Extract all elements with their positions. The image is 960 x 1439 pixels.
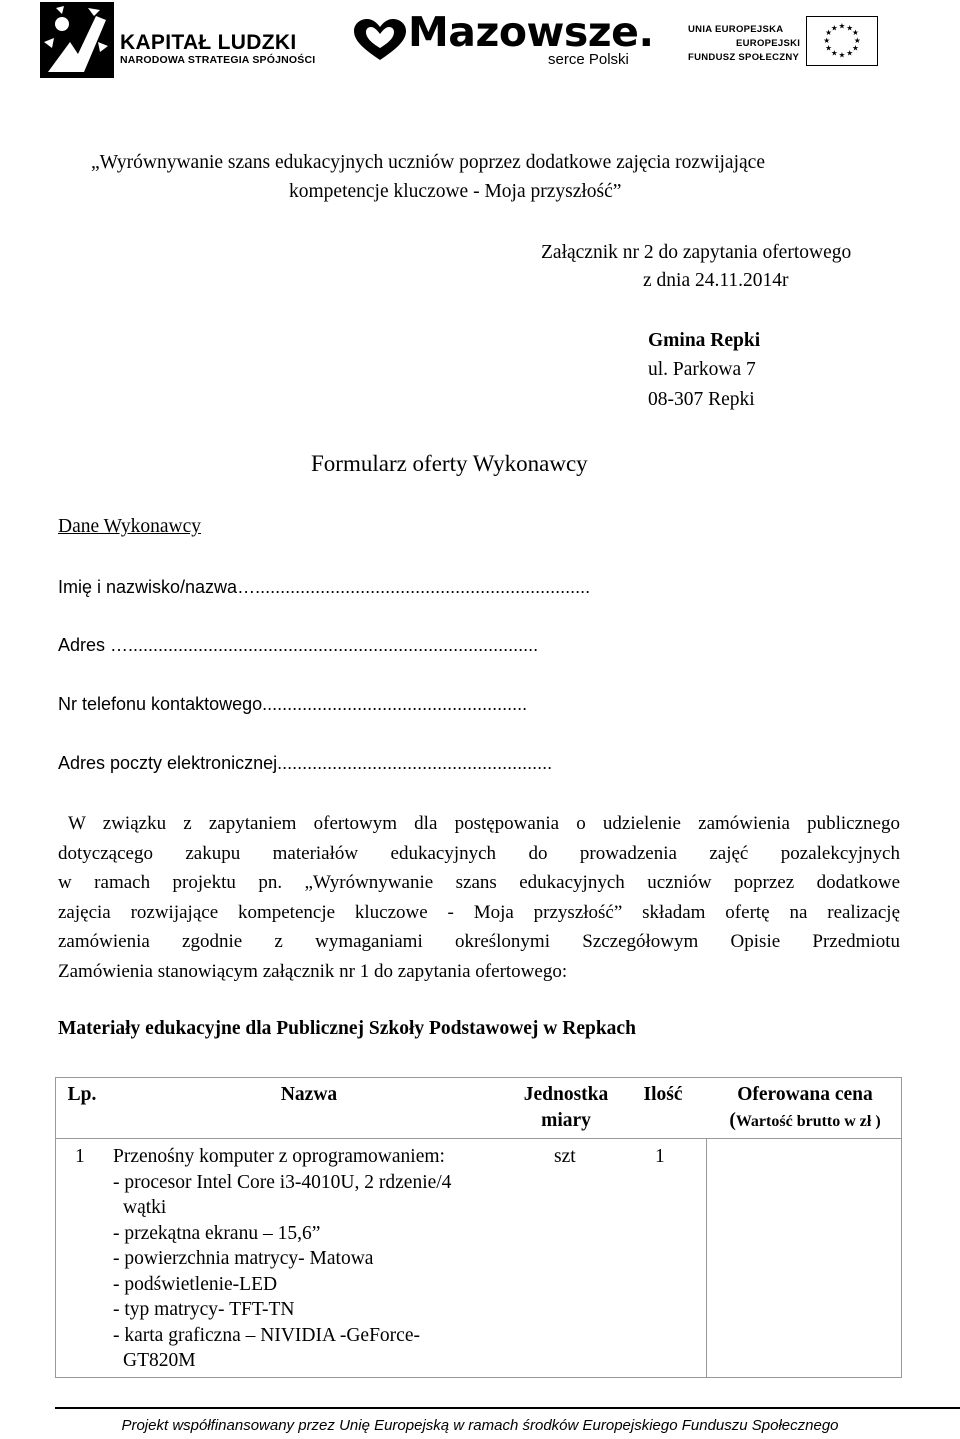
kapital-ludzki-title: KAPITAŁ LUDZKI (120, 31, 297, 54)
row-price-input[interactable] (711, 1144, 897, 1372)
eu-line-3: FUNDUSZ SPOŁECZNY (688, 52, 800, 63)
eu-line-1: UNIA EUROPEJSKA (688, 24, 784, 35)
svg-text:★: ★ (853, 35, 861, 45)
table-border-bottom (55, 1377, 902, 1378)
header-price-line-2 (710, 1108, 900, 1135)
row-lp: 1 (75, 1146, 85, 1167)
table-price-column-divider (706, 1138, 707, 1378)
svg-text:★: ★ (851, 28, 859, 38)
row-name-line: - procesor Intel Core i3-4010U, 2 rdzenie/4 (113, 1171, 452, 1193)
svg-text:★: ★ (838, 50, 846, 60)
section-title: Materiały edukacyjne dla Publicznej Szkoły Podstawowej w Repkach (58, 1018, 636, 1039)
contractor-email-field[interactable]: Adres poczty elektronicznej....................................................... (58, 753, 553, 773)
row-name-line: Przenośny komputer z oprogramowaniem: (113, 1146, 445, 1167)
header-price-suffix: Wartość brutto w zł ) (735, 1112, 881, 1130)
table-border-left (55, 1077, 56, 1378)
header-price (710, 1082, 900, 1134)
eu-line-2: EUROPEJSKI (736, 38, 801, 49)
eu-flag-icon (806, 16, 878, 66)
svg-text:★: ★ (851, 43, 859, 53)
row-name-line: GT820M (123, 1350, 196, 1371)
header-qty: Ilość (643, 1084, 683, 1105)
header-unit (511, 1082, 621, 1133)
header-price-paren: ( (729, 1109, 736, 1131)
form-title: Formularz oferty Wykonawcy (311, 451, 588, 476)
intro-line: zajęcia rozwijające kompetencje kluczowe - Moja przyszłość” składam ofertę na realizację (58, 901, 900, 923)
header-price-line-1: Oferowana cena (737, 1084, 873, 1105)
svg-text:★: ★ (838, 21, 846, 31)
contractor-phone-field[interactable]: Nr telefonu kontaktowego..................................................... (58, 694, 528, 714)
header-unit-line-2: miary (541, 1109, 591, 1131)
row-name-line: - powierzchnia matrycy- Matowa (113, 1248, 374, 1269)
row-name (113, 1144, 513, 1374)
intro-line: Zamówienia stanowiącym załącznik nr 1 do zapytania ofertowego: (58, 960, 568, 982)
intro-line: zamówienia zgodnie z wymaganiami określonymi Szczegółowym Opisie Przedmiotu (58, 931, 900, 952)
row-qty: 1 (655, 1146, 665, 1167)
row-name-line: wątki (123, 1197, 167, 1218)
svg-text:★: ★ (830, 48, 838, 58)
svg-text:★: ★ (846, 48, 854, 58)
row-name-line: - typ matrycy- TFT-TN (113, 1299, 295, 1320)
intro-line: w ramach projektu pn. „Wyrównywanie szans edukacyjnych uczniów poprzez dodatkowe (58, 872, 900, 893)
intro-line: dotyczącego zakupu materiałów edukacyjnych do prowadzenia zajęć pozalekcyjnych (58, 842, 900, 864)
row-name-line: - przekątna ekranu – 15,6” (113, 1222, 321, 1244)
header-name: Nazwa (280, 1084, 338, 1105)
project-title-line-1: „Wyrównywanie szans edukacyjnych uczniów poprzez dodatkowe zajęcia rozwijające (91, 152, 765, 173)
offer-table (55, 1077, 902, 1378)
heart-icon (352, 18, 408, 62)
table-border-right (901, 1077, 902, 1378)
intro-line: W związku z zapytaniem ofertowym dla postępowania o udzielenie zamówienia publicznego (68, 813, 900, 834)
table-border-top (55, 1077, 902, 1078)
table-header-divider (55, 1138, 902, 1139)
kapital-ludzki-emblem-icon (40, 2, 114, 78)
header-unit-line-1: Jednostka (523, 1084, 609, 1105)
recipient-name: Gmina Repki (648, 330, 761, 351)
recipient-street: ul. Parkowa 7 (648, 359, 756, 380)
footer-text: Projekt współfinansowany przez Unię Europejską w ramach środków Europejskiego Funduszu Społecznego (121, 1417, 839, 1434)
row-unit: szt (554, 1146, 576, 1167)
project-title-line-2: kompetencje kluczowe - Moja przyszłość” (289, 181, 622, 202)
intro-paragraph (58, 809, 900, 986)
attachment-line-2: z dnia 24.11.2014r (643, 270, 789, 291)
recipient-city: 08-307 Repki (648, 389, 755, 410)
svg-text:★: ★ (846, 23, 854, 33)
mazowsze-title: Mazowsze. (408, 8, 654, 56)
svg-text:★: ★ (825, 28, 833, 38)
row-name-line: - podświetlenie-LED (113, 1273, 278, 1295)
svg-text:★: ★ (823, 35, 831, 45)
row-name-line: - karta graficzna – NIVIDIA -GeForce- (113, 1324, 420, 1346)
mazowsze-logo (352, 4, 654, 76)
eu-logo (688, 14, 888, 70)
contractor-heading: Dane Wykonawcy (58, 516, 202, 537)
mazowsze-subtitle: serce Polski (548, 51, 629, 68)
kapital-ludzki-logo (40, 2, 320, 78)
contractor-address-field[interactable]: Adres ….................................................................................. (58, 635, 539, 655)
contractor-name-field[interactable]: Imię i nazwisko/nazwa…................................................................... (58, 577, 591, 597)
svg-text:★: ★ (830, 23, 838, 33)
svg-text:★: ★ (825, 43, 833, 53)
kapital-ludzki-subtitle: NARODOWA STRATEGIA SPÓJNOŚCI (120, 54, 316, 66)
header-lp: Lp. (67, 1084, 97, 1105)
footer-rule (55, 1407, 960, 1409)
attachment-line-1: Załącznik nr 2 do zapytania ofertowego (541, 242, 852, 263)
